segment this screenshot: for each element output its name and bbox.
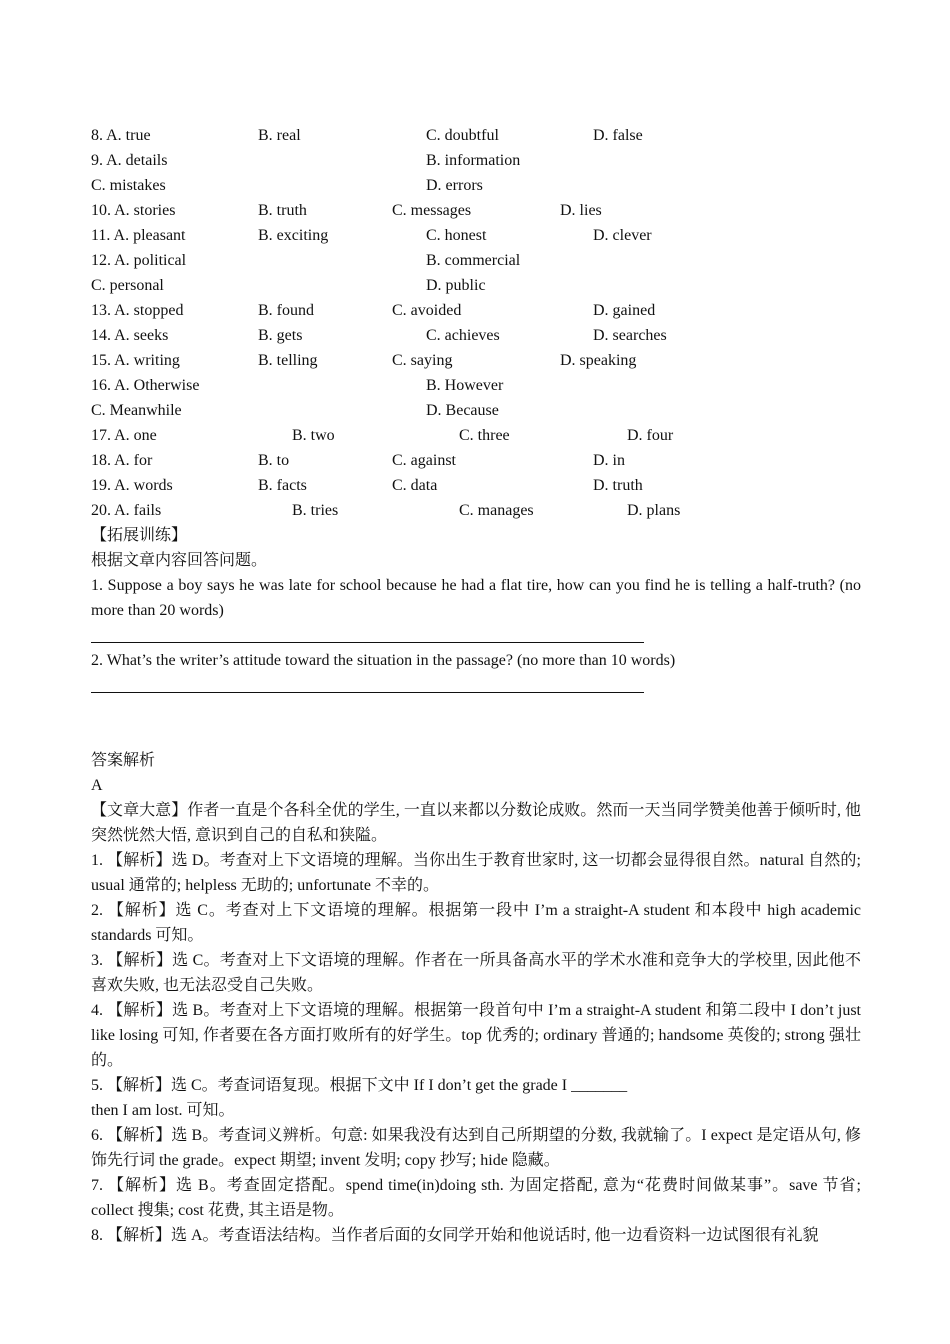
option-cell: B. commercial xyxy=(426,252,521,269)
option-cell: B. tries xyxy=(292,502,339,519)
option-cell: C. personal xyxy=(91,277,164,294)
option-cell: 19. A. words xyxy=(91,477,173,494)
option-cell: B. facts xyxy=(258,477,307,494)
question-2: 2. What’s the writer’s attitude toward the situation in the passage? (no more than 10 words) xyxy=(91,652,676,669)
answers-heading: 答案解析 xyxy=(91,752,156,769)
answer-item: 4. 【解析】选 B。考查对上下文语境的理解。根据第一段首句中 I’m a straight-A student 和第二段中 I don’t just like losing 可知, 作者要在各方面打败所有的好学生。top 优秀的; ordinary 普通的; handsome 英俊的; strong 强壮的。 xyxy=(91,1002,861,1069)
answers-section-label: A xyxy=(91,777,103,794)
option-cell: C. honest xyxy=(426,227,487,244)
option-row xyxy=(91,223,861,248)
option-cell: C. achieves xyxy=(426,327,500,344)
answer-item: 8. 【解析】选 A。考查语法结构。当作者后面的女同学开始和他说话时, 他一边看资料一边试图很有礼貌 xyxy=(91,1227,819,1244)
document-page xyxy=(91,123,861,1248)
option-cell: D. four xyxy=(627,427,674,444)
option-cell: 10. A. stories xyxy=(91,202,176,219)
option-cell: C. Meanwhile xyxy=(91,402,182,419)
option-cell: C. saying xyxy=(392,352,453,369)
option-cell: D. lies xyxy=(560,202,602,219)
option-cell: 16. A. Otherwise xyxy=(91,377,200,394)
option-row xyxy=(91,148,861,173)
option-cell: B. two xyxy=(292,427,335,444)
option-row xyxy=(91,273,861,298)
option-cell: 14. A. seeks xyxy=(91,327,169,344)
option-cell: 13. A. stopped xyxy=(91,302,184,319)
option-cell: C. avoided xyxy=(392,302,462,319)
option-cell: D. in xyxy=(593,452,625,469)
option-row xyxy=(91,398,861,423)
option-table xyxy=(91,123,861,523)
extension-heading: 【拓展训练】 xyxy=(91,527,188,544)
option-cell: D. clever xyxy=(593,227,652,244)
answer-line-2[interactable] xyxy=(91,673,861,698)
option-cell: C. against xyxy=(392,452,456,469)
option-row xyxy=(91,498,861,523)
option-cell: 11. A. pleasant xyxy=(91,227,186,244)
option-row xyxy=(91,323,861,348)
option-cell: D. plans xyxy=(627,502,681,519)
answer-item: 3. 【解析】选 C。考查对上下文语境的理解。作者在一所具备高水平的学术水准和竞争大的学校里, 因此他不喜欢失败, 也无法忍受自己失败。 xyxy=(91,952,861,994)
answer-item: 2. 【解析】选 C。考查对上下文语境的理解。根据第一段中 I’m a straight-A student 和本段中 high academic standards 可知。 xyxy=(91,902,861,944)
option-cell: C. doubtful xyxy=(426,127,499,144)
answer-item: 7. 【解析】选 B。考查固定搭配。spend time(in)doing sth. 为固定搭配, 意为“花费时间做某事”。save 节省; collect 搜集; cost 花费, 其主语是物。 xyxy=(91,1177,861,1219)
option-cell: 20. A. fails xyxy=(91,502,162,519)
extension-instruction: 根据文章内容回答问题。 xyxy=(91,552,268,569)
option-cell: C. three xyxy=(459,427,510,444)
option-cell: 15. A. writing xyxy=(91,352,180,369)
option-cell: D. public xyxy=(426,277,486,294)
option-cell: B. gets xyxy=(258,327,303,344)
option-row xyxy=(91,298,861,323)
answer-item: then I am lost. 可知。 xyxy=(91,1102,235,1119)
option-cell: 8. A. true xyxy=(91,127,151,144)
option-row xyxy=(91,173,861,198)
option-row xyxy=(91,248,861,273)
option-row xyxy=(91,123,861,148)
answer-item: 5. 【解析】选 C。考查词语复现。根据下文中 If I don’t get the grade I _______ xyxy=(91,1077,628,1094)
option-cell: D. searches xyxy=(593,327,667,344)
option-cell: 17. A. one xyxy=(91,427,157,444)
option-cell: C. messages xyxy=(392,202,472,219)
option-cell: B. information xyxy=(426,152,521,169)
option-cell: 9. A. details xyxy=(91,152,168,169)
option-cell: B. exciting xyxy=(258,227,329,244)
answer-explanations xyxy=(91,848,861,1248)
option-cell: 18. A. for xyxy=(91,452,153,469)
option-row xyxy=(91,448,861,473)
answer-item: 1. 【解析】选 D。考查对上下文语境的理解。当你出生于教育世家时, 这一切都会显得很自然。natural 自然的; usual 通常的; helpless 无助的; unfortunate 不幸的。 xyxy=(91,852,861,894)
option-cell: C. manages xyxy=(459,502,534,519)
option-row xyxy=(91,423,861,448)
option-cell: 12. A. political xyxy=(91,252,187,269)
answer-item: 6. 【解析】选 B。考查词义辨析。句意: 如果我没有达到自己所期望的分数, 我就输了。I expect 是定语从句, 修饰先行词 the grade。expect 期望; invent 发明; copy 抄写; hide 隐藏。 xyxy=(91,1127,861,1169)
option-row xyxy=(91,198,861,223)
question-1: 1. Suppose a boy says he was late for school because he had a flat tire, how can you find he is telling a half-truth? (no more than 20 words) xyxy=(91,577,861,619)
option-row xyxy=(91,373,861,398)
article-summary: 【文章大意】作者一直是个各科全优的学生, 一直以来都以分数论成败。然而一天当同学赞美他善于倾听时, 他突然恍然大悟, 意识到自己的自私和狭隘。 xyxy=(91,802,861,844)
option-cell: B. However xyxy=(426,377,504,394)
option-cell: C. mistakes xyxy=(91,177,166,194)
answer-line-1[interactable] xyxy=(91,623,861,648)
option-cell: D. Because xyxy=(426,402,499,419)
option-row xyxy=(91,348,861,373)
option-cell: D. gained xyxy=(593,302,656,319)
option-cell: C. data xyxy=(392,477,438,494)
option-cell: D. speaking xyxy=(560,352,637,369)
option-cell: B. telling xyxy=(258,352,318,369)
option-cell: B. to xyxy=(258,452,290,469)
option-cell: D. false xyxy=(593,127,643,144)
option-cell: D. truth xyxy=(593,477,643,494)
option-cell: D. errors xyxy=(426,177,483,194)
option-cell: B. truth xyxy=(258,202,307,219)
option-row xyxy=(91,473,861,498)
option-cell: B. found xyxy=(258,302,314,319)
option-cell: B. real xyxy=(258,127,301,144)
